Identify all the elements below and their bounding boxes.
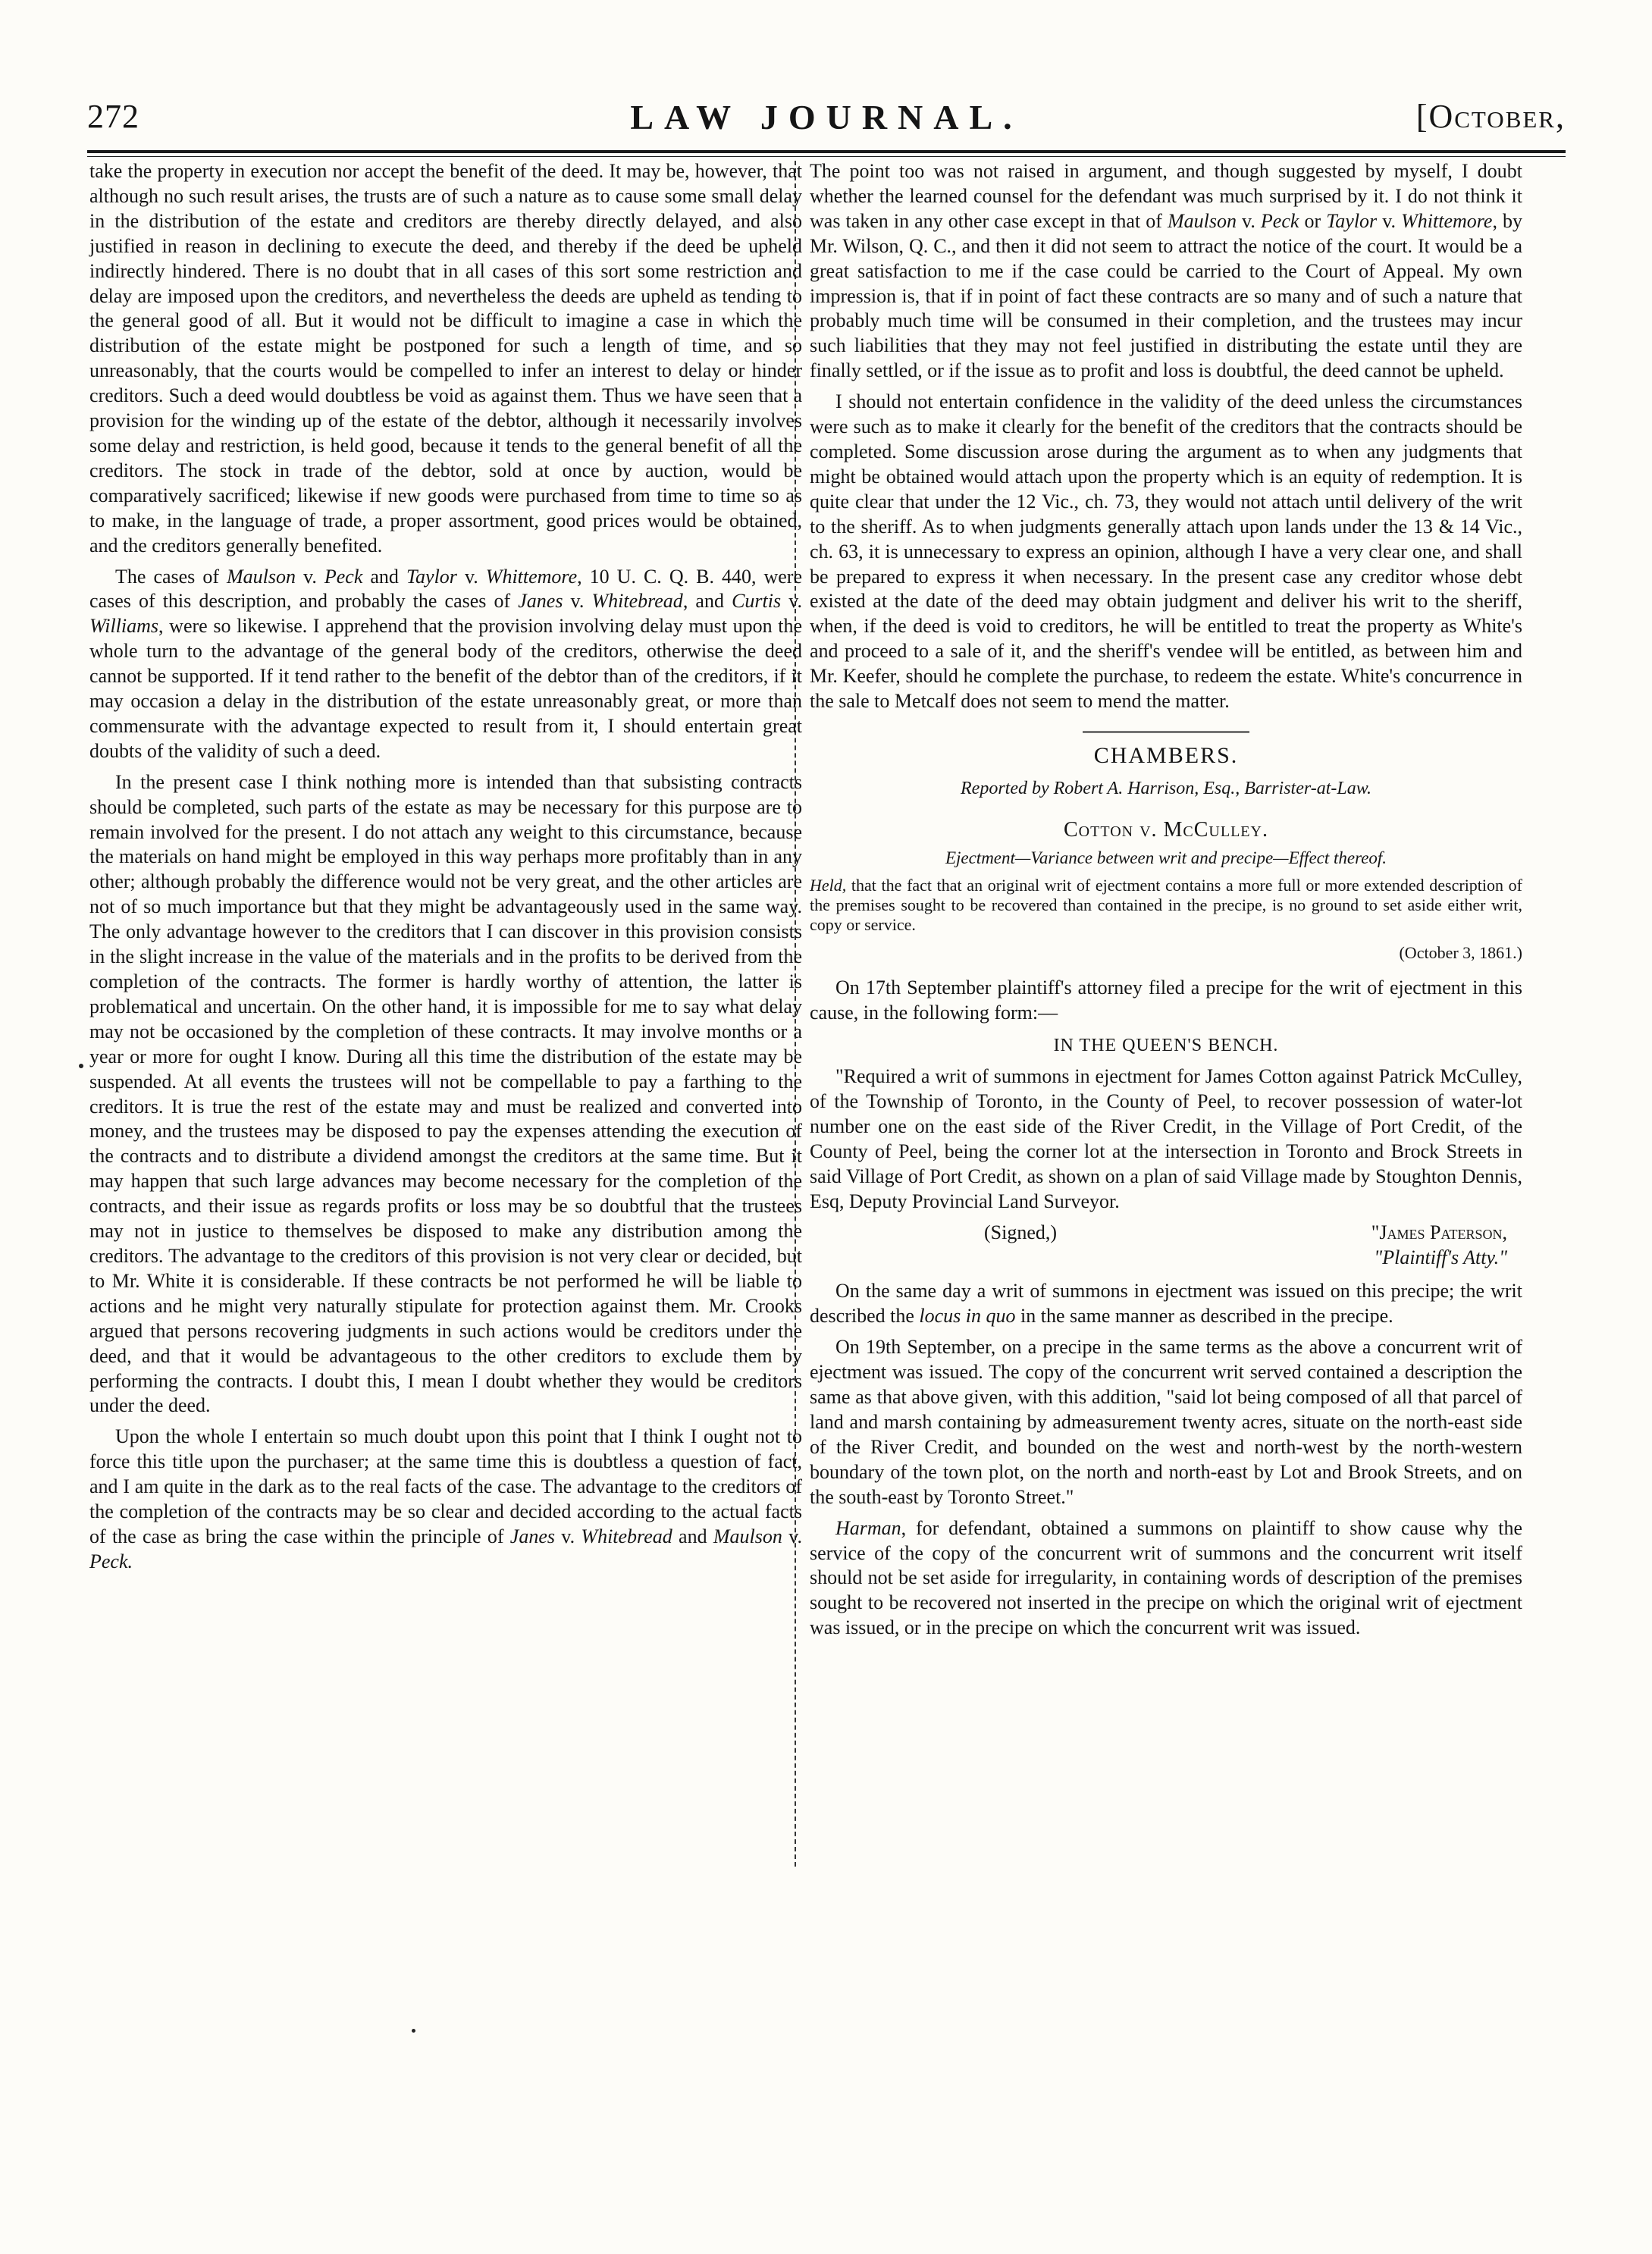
signatory-role: "Plaintiff's Atty." [1374, 1246, 1507, 1268]
case-name: Whitebread [591, 590, 683, 613]
signatory-name: "James Paterson, [1371, 1221, 1507, 1243]
paragraph: In the present case I think nothing more is intended than that subsisting contracts should be completed, such parts of the estate as may be necessary for this purpose are to remain involved for the present. I do not attach any weight to this circumstance, because the materials on hand might be employed in this way perhaps more profitably than in any other; although probably the difference would not be very great, and the other articles are not of so much importance but that they might be advantageously used in the same way. The only advantage however to the creditors that I can discover in this provision consists in the slight increase in the value of the materials and in the profits to be derived from the completion of the contracts. The former is hardly worthy of attention, the latter is problematical and uncertain. On the other hand, it is impossible for me to say what delay may not be occasioned by the completion of these contracts. It may involve months or a year or more for ought I know. During all this time the distribution of the estate may be suspended. At all events the trustees will not be compellable to pay a farthing to the creditors. It is true the rest of the estate may and must be realized and converted into money, and the trustees may be disposed to pay the expenses attending the execution of the contracts and to distribute a dividend amongst the creditors at the same time. But it may happen that such large advances may become necessary for the completion of the contracts, and their issue as regards profits or loss may be so doubtful that the trustees may not in justice to themselves be disposed to make any distribution among the creditors. The advantage to the creditors of this provision is not very clear or decided, but to Mr. White it is considerable. If these contracts be not performed he will be liable to actions and he might very naturally stipulate for protection against them. Mr. Crooks argued that persons recovering judgments in such actions would be creditors under the deed, and that it would be advantageous to the other creditors to exclude them by performing the contracts. I doubt this, I mean I doubt whether they would be creditors under the deed. [89, 770, 802, 1417]
case-name: Peck [324, 565, 363, 588]
section-title: CHAMBERS. [1093, 742, 1239, 768]
case-name: Maulson [227, 565, 296, 588]
case-name: Peck. [89, 1550, 133, 1572]
case-name: Whittemore [485, 565, 578, 588]
case-name: Peck [1260, 209, 1299, 232]
paragraph: Harman, for defendant, obtained a summons on plaintiff to show cause why the service of the copy of the concurrent writ of summons and the concurrent writ itself should not be set aside for irregularity, in containing words of description of the premises sought to be recovered not inserted in the precipe on which the original writ of ejectment was issued, or in the precipe on which the concurrent writ was issued. [810, 1516, 1522, 1639]
ink-speck [79, 1064, 83, 1068]
held-label: Held, [810, 875, 847, 895]
case-name: Whitebread [581, 1525, 672, 1547]
case-name: Curtis [732, 590, 782, 613]
case-name: Maulson [713, 1525, 782, 1547]
case-name: Maulson [1167, 209, 1237, 232]
ink-speck [412, 2029, 415, 2033]
header-rule-thin [87, 156, 1566, 157]
paragraph: On 17th September plaintiff's attorney filed a precipe for the writ of ejectment in this cause, in the following form:— [810, 977, 1522, 1024]
signed-label: (Signed,) [984, 1221, 1058, 1243]
left-column [89, 159, 802, 1581]
signature-block [810, 1221, 1522, 1246]
paragraph: I should not entertain confidence in the validity of the deed unless the circumstances were such as to make it clearly for the benefit of the creditors that the contracts should be completed. Some discussion arose during the argument as to when any judgments that might be obtained would attach upon the property which is an equity of redemption. It is quite clear that under the 12 Vic., ch. 73, they would not attach until delivery of the writ to the sheriff. As to when judgments generally attach upon lands under the 13 & 14 Vic., ch. 63, it is unnecessary to express an opinion, although I have a very clear one, and shall be prepared to express it when necessary. In the present case any creditor whose debt existed at the date of the deed may obtain judgment and deliver his writ to the sheriff, when, if the deed is void to creditors, he will be entitled to treat the property as White's and proceed to a sale of it, and the sheriff's vendee will be entitled, as between him and Mr. Keefer, should he complete the purchase, to redeem the estate. White's concurrence in the sale to Metcalf does not seem to mend the matter. [810, 390, 1522, 713]
counsel-name: Harman [835, 1516, 901, 1539]
right-column [810, 159, 1522, 1647]
case-name: Whittemore [1401, 209, 1493, 232]
latin-term: locus in quo [919, 1305, 1016, 1328]
page-number: 272 [87, 98, 139, 135]
paragraph: The point too was not raised in argument, and though suggested by myself, I doubt whether the learned counsel for the defendant was much surprised by it. I do not think it was taken in any other case except in that of Maulson v. Peck or Taylor v. Whittemore, by Mr. Wilson, Q. C., and then it did not seem to attract the notice of the court. It would be a great satisfaction to me if the case could be carried to the Court of Appeal. My own impression is, that if in point of fact these contracts are so many and of such a nature that probably much time will be consumed in their completion, and the trustees may incur such liabilities that they may not feel justified in distributing the estate until they are finally settled, or if the issue as to profit and loss is doubtful, the deed cannot be upheld. [810, 160, 1523, 382]
case-name: Janes [518, 590, 563, 613]
decision-date: (October 3, 1861.) [1399, 942, 1522, 962]
page-header [87, 97, 1566, 146]
case-title: Cotton v. McCulley. [1064, 817, 1268, 842]
reporter-line: Reported by Robert A. Harrison, Esq., Barrister-at-Law. [961, 778, 1371, 798]
case-name: Taylor [406, 565, 457, 588]
paragraph: take the property in execution nor accept the benefit of the deed. It may be, however, that although no such result arises, the trusts are of such a nature as to cause some small delay in the distribution of the estate and creditors are thereby directly delayed, and also justified in reason in declining to execute the deed, and thereby if the deed be upheld indirectly hindered. There is no doubt that in all cases of this sort some restriction and delay are imposed upon the creditors, and nevertheless the deeds are upheld as tending to the general good of all. But it would not be difficult to imagine a case in which the distribution of the estate might be postponed for such a length of time, and so unreasonably, that the courts would be compelled to infer an interest to delay or hinder creditors. Such a deed would doubtless be void as against them. Thus we have seen that a provision for the winding up of the estate of the debtor, although it necessarily involves some delay and restriction, is held good, because it tends to the general benefit of all the creditors. The stock in trade of the debtor, sold at once by auction, would be comparatively sacrificed; likewise if new goods were purchased from time to time so as to make, in the language of trade, a proper assortment, good prices would be obtained, and the creditors generally benefited. [89, 160, 802, 556]
headnote: Held, that the fact that an original writ of ejectment contains a more full or more extended description of the premises sought to be recovered than contained in the precipe, is no ground to set aside either writ, copy or service. [810, 875, 1522, 934]
paragraph: Upon the whole I entertain so much doubt upon this point that I think I ought not to force this title upon the purchaser; at the same time this is doubtless a question of fact, and I am quite in the dark as to the real facts of the case. The advantage to the creditors of the completion of the contracts may be so clear and decided according to the actual facts of the case as bring the case within the principle of Janes v. Whitebread and Maulson v. Peck. [89, 1425, 803, 1572]
paragraph: On 19th September, on a precipe in the same terms as the above a concurrent writ of ejectment was issued. The copy of the concurrent writ served contained a description the same as that above given, with this addition, "said lot being composed of all that parcel of land and marsh containing by admeasurement twenty acres, situate on the north-east side of the River Credit, and bounded on the west and north-west by the north-western boundary of the town plot, on the north and north-east by Lot and Brook Streets, and on the south-east by Toronto Street." [810, 1336, 1522, 1508]
case-name: Taylor [1326, 209, 1378, 232]
court-heading: IN THE QUEEN'S BENCH. [1053, 1036, 1279, 1056]
journal-title: LAW JOURNAL. [630, 98, 1023, 136]
paragraph: The cases of Maulson v. Peck and Taylor v. Whittemore, 10 U. C. Q. B. 440, were cases of this description, and probably the cases of Janes v. Whitebread, and Curtis v. Williams, were so likewise. I apprehend that the provision involving delay must upon the whole turn to the advantage of the general body of the creditors, otherwise the deed cannot be supported. If it tend rather to the benefit of the debtor than of the creditors, if it may occasion a delay in the distribution of the estate unreasonably great, or more than commensurate with the advantage expected to result from it, I should entertain great doubts of the validity of such a deed. [89, 565, 803, 762]
case-name: Janes [509, 1525, 555, 1547]
header-rule [87, 150, 1566, 153]
case-name: Williams [89, 615, 159, 638]
section-separator [1083, 731, 1249, 733]
paragraph: On the same day a writ of summons in ejectment was issued on this precipe; the writ described the locus in quo in the same manner as described in the precipe. [810, 1280, 1522, 1328]
quoted-precipe: "Required a writ of summons in ejectment for James Cotton against Patrick McCulley, of the Township of Toronto, in the County of Peel, to recover possession of water-lot number one on the east side of the River Credit, in the Village of Port Credit, of the County of Peel, being the corner lot at the intersection in Toronto and Brock Streets in said Village of Port Credit, as shown on a plan of said Village made by Stoughton Dennis, Esq, Deputy Provincial Land Surveyor. [810, 1065, 1522, 1212]
headnote-subject: Ejectment—Variance between writ and precipe—Effect thereof. [945, 848, 1387, 867]
issue-month: [October, [1415, 98, 1566, 135]
